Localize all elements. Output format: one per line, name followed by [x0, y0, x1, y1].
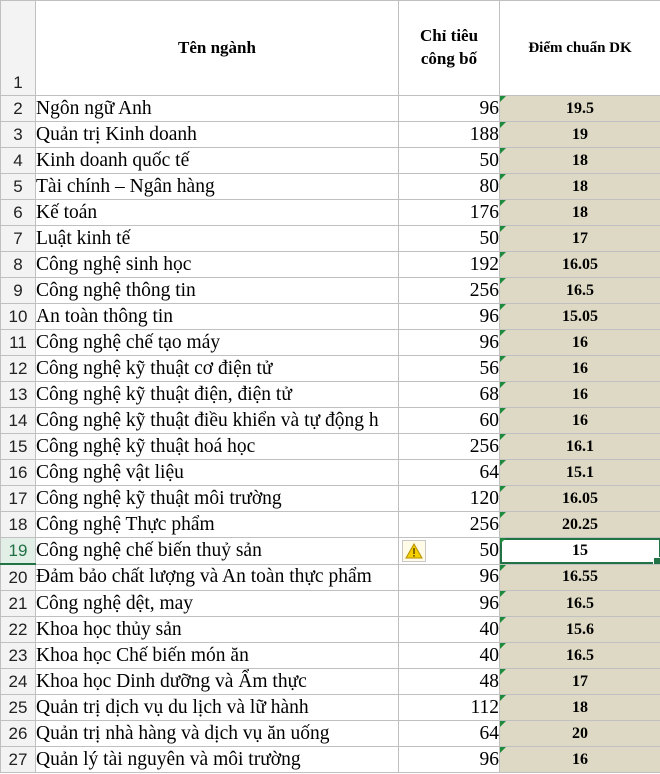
- row-header[interactable]: 24: [1, 669, 36, 695]
- cell-score-value: 16.1: [566, 437, 594, 455]
- cell-score-value: 16.5: [566, 281, 594, 299]
- table-row: [1, 538, 660, 565]
- cell-name[interactable]: Công nghệ kỹ thuật điều khiển và tự động h: [36, 408, 399, 434]
- error-indicator-icon[interactable]: [500, 512, 506, 518]
- cell-quota[interactable]: [399, 695, 500, 721]
- error-indicator-icon[interactable]: [500, 695, 506, 701]
- row-header[interactable]: 22: [1, 617, 36, 643]
- row-header[interactable]: 27: [1, 747, 36, 773]
- row-header[interactable]: 21: [1, 591, 36, 617]
- cell-quota-value: 192: [469, 253, 499, 275]
- table-row: [1, 148, 660, 174]
- table-row: [1, 486, 660, 512]
- table-row: [1, 330, 660, 356]
- cell-score[interactable]: [500, 96, 660, 122]
- cell-quota[interactable]: [399, 747, 500, 773]
- cell-quota-value: 96: [479, 331, 499, 353]
- cell-quota-value: 68: [479, 383, 499, 405]
- cell-score-value: 16.55: [562, 568, 598, 586]
- cell-score[interactable]: [500, 512, 660, 538]
- cell-quota-value: 256: [469, 279, 499, 301]
- cell-score[interactable]: [500, 226, 660, 252]
- cell-score[interactable]: [500, 486, 660, 512]
- cell-quota-value: 80: [479, 175, 499, 197]
- cell-name[interactable]: Công nghệ thông tin: [36, 278, 399, 304]
- cell-score-value: 16.5: [566, 594, 594, 612]
- cell-quota-value: 64: [479, 722, 499, 744]
- cell-score[interactable]: [500, 304, 660, 330]
- cell-quota-value: 256: [469, 513, 499, 535]
- cell-quota[interactable]: [399, 304, 500, 330]
- cell-score[interactable]: [500, 278, 660, 304]
- cell-quota[interactable]: [399, 408, 500, 434]
- sheet-body: [1, 1, 660, 773]
- cell-score-value: 19.5: [566, 99, 594, 117]
- row-header[interactable]: 20: [1, 564, 36, 591]
- cell-quota-value: 188: [469, 123, 499, 145]
- cell-quota-value: 40: [479, 618, 499, 640]
- error-indicator-icon[interactable]: [500, 565, 506, 571]
- cell-quota-value: 112: [470, 696, 499, 718]
- error-indicator-icon[interactable]: [500, 330, 506, 336]
- table-row: [1, 564, 660, 591]
- row-header[interactable]: 18: [1, 512, 36, 538]
- cell-score[interactable]: [500, 148, 660, 174]
- cell-score[interactable]: [500, 174, 660, 200]
- cell-quota[interactable]: [399, 617, 500, 643]
- table-row: [1, 617, 660, 643]
- cell-quota[interactable]: [399, 434, 500, 460]
- table-row: [1, 122, 660, 148]
- cell-name[interactable]: Công nghệ kỹ thuật môi trường: [36, 486, 399, 512]
- cell-quota[interactable]: [399, 538, 500, 565]
- table-row: [1, 721, 660, 747]
- cell-score[interactable]: [500, 356, 660, 382]
- cell-score-value: 15.1: [566, 463, 594, 481]
- cell-name[interactable]: Công nghệ vật liệu: [36, 460, 399, 486]
- cell-quota[interactable]: [399, 96, 500, 122]
- cell-name[interactable]: Quản lý tài nguyên và môi trường: [36, 747, 399, 773]
- cell-quota-value: 96: [479, 592, 499, 614]
- error-indicator-icon[interactable]: [500, 226, 506, 232]
- cell-quota-value: 176: [469, 201, 499, 223]
- row-header[interactable]: 8: [1, 252, 36, 278]
- cell-score-value: 16.05: [562, 489, 598, 507]
- cell-quota[interactable]: [399, 252, 500, 278]
- cell-score-value: 17: [572, 672, 588, 690]
- error-indicator-icon[interactable]: [500, 278, 506, 284]
- table-row: [1, 252, 660, 278]
- row-header[interactable]: 13: [1, 382, 36, 408]
- cell-name[interactable]: Luật kinh tế: [36, 226, 399, 252]
- cell-name[interactable]: Khoa học thủy sản: [36, 617, 399, 643]
- cell-score[interactable]: [500, 382, 660, 408]
- error-indicator-icon[interactable]: [500, 617, 506, 623]
- cell-name[interactable]: Công nghệ sinh học: [36, 252, 399, 278]
- cell-quota[interactable]: [399, 564, 500, 591]
- error-indicator-icon[interactable]: [500, 122, 506, 128]
- header-quota-line1: Chỉ tiêu: [419, 26, 479, 46]
- cell-name[interactable]: Khoa học Dinh dưỡng và Ẩm thực: [36, 669, 399, 695]
- cell-score[interactable]: [500, 591, 660, 617]
- cell-name[interactable]: Công nghệ kỹ thuật hoá học: [36, 434, 399, 460]
- error-indicator-icon[interactable]: [500, 96, 506, 102]
- cell-name[interactable]: Công nghệ chế tạo máy: [36, 330, 399, 356]
- cell-name[interactable]: Ngôn ngữ Anh: [36, 96, 399, 122]
- error-indicator-icon[interactable]: [500, 356, 506, 362]
- row-header[interactable]: 11: [1, 330, 36, 356]
- table-row: [1, 226, 660, 252]
- table-row: [1, 669, 660, 695]
- error-indicator-icon[interactable]: [500, 252, 506, 258]
- cell-quota[interactable]: [399, 330, 500, 356]
- row-header[interactable]: 5: [1, 174, 36, 200]
- row-header[interactable]: 4: [1, 148, 36, 174]
- row-header[interactable]: 14: [1, 408, 36, 434]
- row-header[interactable]: 15: [1, 434, 36, 460]
- table-row: [1, 408, 660, 434]
- cell-quota[interactable]: [399, 356, 500, 382]
- cell-score-value: 20: [572, 724, 588, 742]
- cell-quota[interactable]: [399, 486, 500, 512]
- table-row: [1, 512, 660, 538]
- header-cell-name[interactable]: Tên ngành: [36, 1, 399, 96]
- row-header[interactable]: 10: [1, 304, 36, 330]
- cell-quota[interactable]: [399, 460, 500, 486]
- table-row: [1, 382, 660, 408]
- header-cell-quota[interactable]: [399, 1, 500, 96]
- error-indicator-icon[interactable]: [500, 174, 506, 180]
- cell-name[interactable]: Công nghệ kỹ thuật điện, điện tử: [36, 382, 399, 408]
- cell-score[interactable]: [500, 330, 660, 356]
- error-indicator-icon[interactable]: [500, 434, 506, 440]
- cell-score-value: 15.05: [562, 307, 598, 325]
- cell-score[interactable]: [500, 643, 660, 669]
- cell-quota[interactable]: [399, 591, 500, 617]
- cell-quota-value: 60: [479, 409, 499, 431]
- cell-quota-value: 120: [469, 487, 499, 509]
- error-indicator-icon[interactable]: [500, 591, 506, 597]
- row-header[interactable]: 2: [1, 96, 36, 122]
- cell-quota-value: 48: [479, 670, 499, 692]
- error-indicator-icon[interactable]: [500, 460, 506, 466]
- error-indicator-icon[interactable]: [500, 382, 506, 388]
- row-header[interactable]: 3: [1, 122, 36, 148]
- cell-quota[interactable]: [399, 669, 500, 695]
- row-header[interactable]: 23: [1, 643, 36, 669]
- cell-score[interactable]: [500, 669, 660, 695]
- cell-name[interactable]: An toàn thông tin: [36, 304, 399, 330]
- error-indicator-icon[interactable]: [500, 643, 506, 649]
- cell-score-value: 20.25: [562, 515, 598, 533]
- row-header[interactable]: 9: [1, 278, 36, 304]
- cell-name[interactable]: Công nghệ kỹ thuật cơ điện tử: [36, 356, 399, 382]
- cell-quota-value: 50: [479, 539, 499, 561]
- table-row: [1, 460, 660, 486]
- cell-score-value: 16.05: [562, 255, 598, 273]
- cell-score[interactable]: [500, 695, 660, 721]
- cell-score-value: 18: [572, 698, 588, 716]
- cell-quota[interactable]: [399, 382, 500, 408]
- cell-name[interactable]: Kế toán: [36, 200, 399, 226]
- error-indicator-icon[interactable]: [500, 408, 506, 414]
- row-header[interactable]: 26: [1, 721, 36, 747]
- table-row: [1, 643, 660, 669]
- table-row: [1, 278, 660, 304]
- cell-quota-value: 96: [479, 566, 499, 588]
- error-indicator-icon[interactable]: [500, 669, 506, 675]
- cell-score-value: 16: [572, 750, 588, 768]
- error-indicator-icon[interactable]: [500, 148, 506, 154]
- table-row: [1, 747, 660, 773]
- cell-quota[interactable]: [399, 174, 500, 200]
- table-row: [1, 591, 660, 617]
- cell-quota-value: 50: [479, 149, 499, 171]
- header-cell-score[interactable]: Điểm chuẩn DK: [500, 1, 660, 96]
- cell-score[interactable]: [500, 721, 660, 747]
- cell-score-value: 16: [572, 411, 588, 429]
- fill-handle[interactable]: [653, 557, 660, 565]
- cell-quota-value: 56: [479, 357, 499, 379]
- cell-quota[interactable]: [399, 278, 500, 304]
- error-indicator-icon[interactable]: [500, 304, 506, 310]
- cell-quota[interactable]: [399, 643, 500, 669]
- cell-quota[interactable]: [399, 122, 500, 148]
- row-header[interactable]: 7: [1, 226, 36, 252]
- table-row: [1, 200, 660, 226]
- cell-score[interactable]: [500, 200, 660, 226]
- cell-quota-value: 96: [479, 97, 499, 119]
- cell-score-value: 15.6: [566, 620, 594, 638]
- cell-score-value: 17: [572, 229, 588, 247]
- cell-score-value: 16.5: [566, 646, 594, 664]
- cell-quota[interactable]: [399, 148, 500, 174]
- cell-score[interactable]: [500, 408, 660, 434]
- row-header[interactable]: 25: [1, 695, 36, 721]
- cell-quota-value: 64: [479, 461, 499, 483]
- cell-score-value: 18: [572, 177, 588, 195]
- cell-score-value: 16: [572, 385, 588, 403]
- cell-score[interactable]: [500, 564, 660, 591]
- cell-quota[interactable]: [399, 721, 500, 747]
- row-header[interactable]: 19: [1, 538, 36, 565]
- cell-score-value: 15: [572, 541, 588, 559]
- cell-score[interactable]: [500, 617, 660, 643]
- error-indicator-icon[interactable]: [500, 200, 506, 206]
- cell-name[interactable]: Quản trị dịch vụ du lịch và lữ hành: [36, 695, 399, 721]
- cell-score-value: 16: [572, 333, 588, 351]
- row-header[interactable]: 16: [1, 460, 36, 486]
- row-header[interactable]: 17: [1, 486, 36, 512]
- header-row: [1, 1, 660, 96]
- row-header[interactable]: 6: [1, 200, 36, 226]
- cell-quota-value: 40: [479, 644, 499, 666]
- error-indicator-icon[interactable]: [500, 721, 506, 727]
- cell-name[interactable]: Công nghệ chế biến thuỷ sản: [36, 538, 399, 565]
- table-row: [1, 96, 660, 122]
- cell-score[interactable]: [500, 434, 660, 460]
- cell-score[interactable]: [500, 460, 660, 486]
- header-quota-line2: công bố: [420, 49, 478, 68]
- cell-quota[interactable]: [399, 226, 500, 252]
- table-row: [1, 356, 660, 382]
- cell-name[interactable]: Khoa học Chế biến món ăn: [36, 643, 399, 669]
- cell-score[interactable]: [500, 122, 660, 148]
- cell-score-value: 18: [572, 203, 588, 221]
- row-header[interactable]: 12: [1, 356, 36, 382]
- selected-cell-score[interactable]: [500, 538, 660, 565]
- cell-quota[interactable]: [399, 200, 500, 226]
- table-row: [1, 174, 660, 200]
- table-row: [1, 695, 660, 721]
- table-row: [1, 304, 660, 330]
- cell-quota-value: 96: [479, 305, 499, 327]
- cell-name[interactable]: Quản trị nhà hàng và dịch vụ ăn uống: [36, 721, 399, 747]
- cell-name[interactable]: Đảm bảo chất lượng và An toàn thực phẩm: [36, 564, 399, 591]
- cell-score[interactable]: [500, 252, 660, 278]
- warning-icon[interactable]: [402, 540, 426, 562]
- error-indicator-icon[interactable]: [500, 486, 506, 492]
- error-indicator-icon[interactable]: [500, 538, 506, 544]
- cell-quota-value: 256: [469, 435, 499, 457]
- row-header[interactable]: 1: [1, 1, 36, 96]
- cell-name[interactable]: Tài chính – Ngân hàng: [36, 174, 399, 200]
- cell-quota-value: 50: [479, 227, 499, 249]
- error-indicator-icon[interactable]: [500, 747, 506, 753]
- cell-score-value: 16: [572, 359, 588, 377]
- cell-name[interactable]: Quản trị Kinh doanh: [36, 122, 399, 148]
- cell-name[interactable]: Công nghệ dệt, may: [36, 591, 399, 617]
- table-row: [1, 434, 660, 460]
- cell-score[interactable]: [500, 747, 660, 773]
- cell-quota[interactable]: [399, 512, 500, 538]
- cell-quota-value: 96: [479, 748, 499, 770]
- cell-score-value: 19: [572, 125, 588, 143]
- cell-name[interactable]: Công nghệ Thực phẩm: [36, 512, 399, 538]
- cell-name[interactable]: Kinh doanh quốc tế: [36, 148, 399, 174]
- cell-score-value: 18: [572, 151, 588, 169]
